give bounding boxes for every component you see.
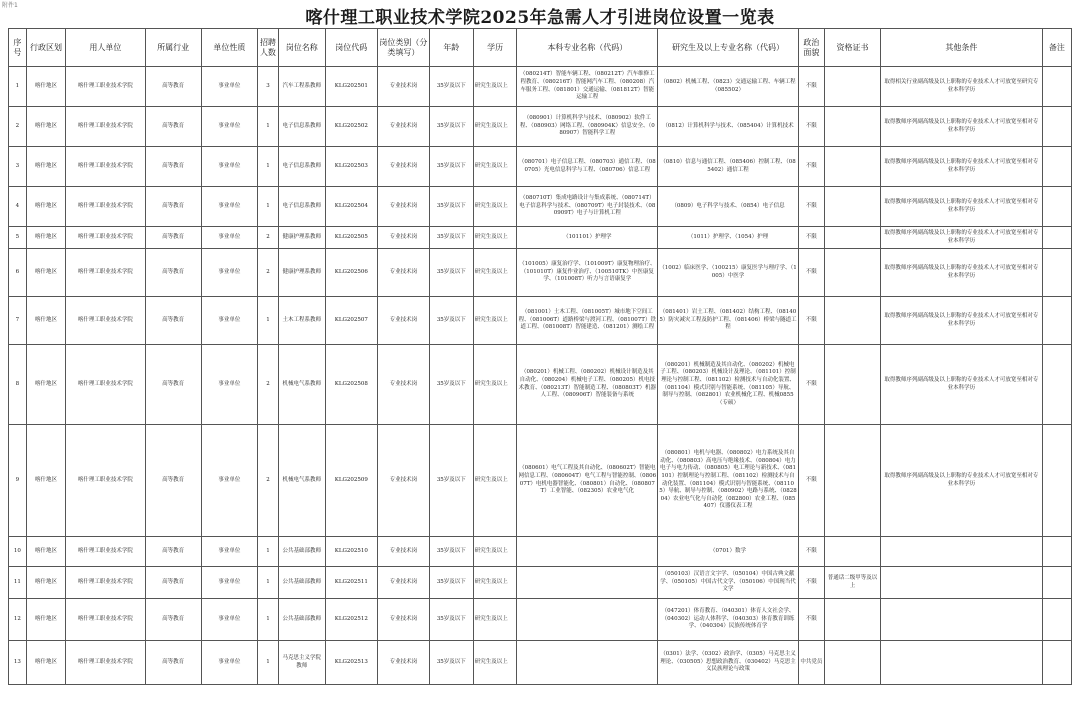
- cell-certificate: 普通话二级甲等及以上: [824, 567, 880, 599]
- cell-nature: 事业单位: [201, 567, 257, 599]
- cell-note: [1042, 107, 1071, 147]
- cell-code: KLG202506: [325, 249, 377, 297]
- table-row: [9, 567, 1072, 599]
- cell-bachelor-majors: （081001）土木工程、（081005T）城市地下空间工程、（081006T）道路桥梁与渡河工程、（081007T）铁道工程、（081008T）智能建造、（081201）测绘工程: [517, 297, 658, 345]
- cell-bachelor-majors: [517, 537, 658, 567]
- cell-certificate: [824, 599, 880, 641]
- table-row: [9, 249, 1072, 297]
- cell-bachelor-majors: [517, 599, 658, 641]
- cell-edu: 研究生及以上: [473, 537, 517, 567]
- cell-master-majors: （047201）体育教育、（040301）体育人文社会学、（040302）运动人体科学、（040303）体育教育训练学、（040304）民族传统体育学: [658, 599, 799, 641]
- cell-region: 喀什地区: [26, 227, 66, 249]
- cell-post: 公共基础部教师: [278, 537, 325, 567]
- cell-edu: 研究生及以上: [473, 425, 517, 537]
- cell-count: 2: [258, 227, 279, 249]
- cell-category: 专业技术岗: [377, 227, 429, 249]
- cell-political: 不限: [798, 147, 824, 187]
- cell-master-majors: （1002）临床医学、（100215）康复医学与理疗学、（1005）中医学: [658, 249, 799, 297]
- cell-count: 2: [258, 345, 279, 425]
- cell-age: 35岁及以下: [429, 567, 473, 599]
- col-header: 单位性质: [201, 29, 257, 67]
- cell-note: [1042, 599, 1071, 641]
- cell-edu: 研究生及以上: [473, 297, 517, 345]
- cell-industry: 高等教育: [145, 147, 201, 187]
- cell-code: KLG202509: [325, 425, 377, 537]
- cell-note: [1042, 297, 1071, 345]
- cell-age: 35岁及以下: [429, 227, 473, 249]
- cell-category: 专业技术岗: [377, 537, 429, 567]
- cell-code: KLG202507: [325, 297, 377, 345]
- cell-count: 1: [258, 567, 279, 599]
- cell-certificate: [824, 107, 880, 147]
- cell-code: KLG202504: [325, 187, 377, 227]
- cell-region: 喀什地区: [26, 249, 66, 297]
- cell-political: 不限: [798, 425, 824, 537]
- cell-other-conditions: [881, 599, 1043, 641]
- cell-nature: 事业单位: [201, 107, 257, 147]
- cell-nature: 事业单位: [201, 227, 257, 249]
- cell-industry: 高等教育: [145, 227, 201, 249]
- cell-post: 汽车工程系教师: [278, 67, 325, 107]
- cell-unit: 喀什理工职业技术学院: [66, 599, 145, 641]
- cell-count: 1: [258, 297, 279, 345]
- col-header: 其他条件: [881, 29, 1043, 67]
- cell-master-majors: （0809）电子科学与技术、（0854）电子信息: [658, 187, 799, 227]
- cell-code: KLG202512: [325, 599, 377, 641]
- cell-no: 4: [9, 187, 27, 227]
- cell-nature: 事业单位: [201, 537, 257, 567]
- cell-count: 2: [258, 249, 279, 297]
- cell-no: 1: [9, 67, 27, 107]
- cell-certificate: [824, 249, 880, 297]
- cell-unit: 喀什理工职业技术学院: [66, 567, 145, 599]
- cell-unit: 喀什理工职业技术学院: [66, 147, 145, 187]
- cell-bachelor-majors: （080710T）集成电路设计与集成系统、（080714T）电子信息科学与技术、（080709T）电子封装技术、（080909T）电子与计算机工程: [517, 187, 658, 227]
- cell-region: 喀什地区: [26, 297, 66, 345]
- cell-nature: 事业单位: [201, 297, 257, 345]
- cell-certificate: [824, 345, 880, 425]
- cell-industry: 高等教育: [145, 249, 201, 297]
- cell-edu: 研究生及以上: [473, 567, 517, 599]
- cell-age: 35岁及以下: [429, 641, 473, 685]
- cell-note: [1042, 537, 1071, 567]
- cell-bachelor-majors: （080214T）智能车辆工程、（080212T）汽车维修工程教育、（080216T）智能网汽车工程、（080208）汽车服务工程、（081801）交通运输、（081812T）智能运输工程: [517, 67, 658, 107]
- cell-region: 喀什地区: [26, 599, 66, 641]
- cell-master-majors: （080801）电机与电器、（080802）电力系统及其自动化、（080803）高电压与绝缘技术、（080804）电力电子与电力传动、（080805）电工理论与新技术、（081101）控制理论与控制工程、（081102）检测技术与自动化装置、（081104）模式识别与智能系统、（081105）导航、制导与控制、（080902）电路与系统、（082804）农业电气化与自动化（082800）农业工程、（085407）仪器仪表工程: [658, 425, 799, 537]
- cell-count: 1: [258, 641, 279, 685]
- table-row: [9, 345, 1072, 425]
- cell-no: 12: [9, 599, 27, 641]
- cell-category: 专业技术岗: [377, 599, 429, 641]
- cell-count: 1: [258, 187, 279, 227]
- cell-region: 喀什地区: [26, 567, 66, 599]
- cell-political: 不限: [798, 187, 824, 227]
- positions-table: [8, 28, 1072, 685]
- cell-count: 1: [258, 147, 279, 187]
- col-header: 用人单位: [66, 29, 145, 67]
- cell-post: 健康护理系教师: [278, 249, 325, 297]
- cell-code: KLG202503: [325, 147, 377, 187]
- table-row: [9, 297, 1072, 345]
- cell-political: 不限: [798, 345, 824, 425]
- cell-bachelor-majors: （101005）康复治疗学、（101009T）康复物理治疗、（101010T）康复作业治疗、（100510TK）中医康复学、（101008T）听力与言语康复学: [517, 249, 658, 297]
- cell-certificate: [824, 297, 880, 345]
- cell-code: KLG202505: [325, 227, 377, 249]
- table-row: [9, 425, 1072, 537]
- cell-other-conditions: [881, 567, 1043, 599]
- cell-no: 7: [9, 297, 27, 345]
- cell-count: 1: [258, 537, 279, 567]
- table-row: [9, 227, 1072, 249]
- col-header: 所属行业: [145, 29, 201, 67]
- col-header: 序号: [9, 29, 27, 67]
- cell-industry: 高等教育: [145, 187, 201, 227]
- cell-code: KLG202511: [325, 567, 377, 599]
- cell-post: 公共基础部教师: [278, 599, 325, 641]
- cell-no: 3: [9, 147, 27, 187]
- cell-certificate: [824, 537, 880, 567]
- cell-other-conditions: [881, 537, 1043, 567]
- cell-political: 不限: [798, 67, 824, 107]
- table-row: [9, 107, 1072, 147]
- cell-certificate: [824, 425, 880, 537]
- col-header: 岗位名称: [278, 29, 325, 67]
- cell-age: 35岁及以下: [429, 147, 473, 187]
- cell-no: 8: [9, 345, 27, 425]
- cell-bachelor-majors: （080201）机械工程、（080202）机械设计制造及其自动化、（080204）机械电子工程、（080205）机电技术教育、（080213T）智能制造工程、（080803T）机器人工程、（080906T）智能装备与系统: [517, 345, 658, 425]
- cell-note: [1042, 567, 1071, 599]
- cell-no: 2: [9, 107, 27, 147]
- cell-bachelor-majors: [517, 641, 658, 685]
- col-header: 行政区划: [26, 29, 66, 67]
- cell-political: 中共党员: [798, 641, 824, 685]
- cell-category: 专业技术岗: [377, 107, 429, 147]
- cell-no: 6: [9, 249, 27, 297]
- cell-note: [1042, 67, 1071, 107]
- cell-other-conditions: 取得相关行业副高级及以上职称的专业技术人才可放宽至研究专业本科学历: [881, 67, 1043, 107]
- cell-bachelor-majors: （101101）护理学: [517, 227, 658, 249]
- cell-age: 35岁及以下: [429, 107, 473, 147]
- cell-political: 不限: [798, 297, 824, 345]
- cell-code: KLG202502: [325, 107, 377, 147]
- cell-master-majors: （050103）汉语言文字学、（050104）中国古典文献学、（050105）中国古代文学、（050106）中国现当代文学: [658, 567, 799, 599]
- cell-unit: 喀什理工职业技术学院: [66, 67, 145, 107]
- cell-edu: 研究生及以上: [473, 147, 517, 187]
- cell-category: 专业技术岗: [377, 147, 429, 187]
- col-header: 政治面貌: [798, 29, 824, 67]
- cell-other-conditions: 取得教师序列副高级及以上职称的专业技术人才可放宽至相对专业本科学历: [881, 425, 1043, 537]
- cell-post: 机械电气系教师: [278, 425, 325, 537]
- cell-region: 喀什地区: [26, 641, 66, 685]
- cell-bachelor-majors: （080701）电子信息工程、（080703）通信工程、（080705）光电信息科学与工程、（080706）信息工程: [517, 147, 658, 187]
- cell-edu: 研究生及以上: [473, 67, 517, 107]
- cell-count: 3: [258, 67, 279, 107]
- col-header: 岗位代码: [325, 29, 377, 67]
- cell-master-majors: （0810）信息与通信工程、（085406）控制工程、（085402）通信工程: [658, 147, 799, 187]
- cell-nature: 事业单位: [201, 67, 257, 107]
- cell-edu: 研究生及以上: [473, 345, 517, 425]
- cell-bachelor-majors: （080601）电气工程及其自动化、（080602T）智能电网信息工程、（080604T）电气工程与智能控制、（080607T）电机电器智能化、（080801）自动化、（080807T）工业智能、（082305）农业电气化: [517, 425, 658, 537]
- cell-nature: 事业单位: [201, 147, 257, 187]
- cell-code: KLG202508: [325, 345, 377, 425]
- cell-unit: 喀什理工职业技术学院: [66, 345, 145, 425]
- cell-nature: 事业单位: [201, 425, 257, 537]
- col-header: 学历: [473, 29, 517, 67]
- cell-age: 35岁及以下: [429, 345, 473, 425]
- table-row: [9, 641, 1072, 685]
- cell-unit: 喀什理工职业技术学院: [66, 641, 145, 685]
- cell-other-conditions: 取得教师序列副高级及以上职称的专业技术人才可放宽至相对专业本科学历: [881, 147, 1043, 187]
- cell-age: 35岁及以下: [429, 599, 473, 641]
- cell-post: 土木工程系教师: [278, 297, 325, 345]
- cell-count: 2: [258, 425, 279, 537]
- col-header: 研究生及以上专业名称（代码）: [658, 29, 799, 67]
- cell-edu: 研究生及以上: [473, 249, 517, 297]
- cell-political: 不限: [798, 249, 824, 297]
- table-row: [9, 537, 1072, 567]
- cell-certificate: [824, 147, 880, 187]
- col-header: 岗位类别（分类填写）: [377, 29, 429, 67]
- cell-category: 专业技术岗: [377, 345, 429, 425]
- cell-category: 专业技术岗: [377, 641, 429, 685]
- cell-other-conditions: 取得教师序列副高级及以上职称的专业技术人才可放宽至相对专业本科学历: [881, 249, 1043, 297]
- cell-unit: 喀什理工职业技术学院: [66, 537, 145, 567]
- cell-unit: 喀什理工职业技术学院: [66, 249, 145, 297]
- cell-category: 专业技术岗: [377, 67, 429, 107]
- cell-bachelor-majors: [517, 567, 658, 599]
- cell-no: 11: [9, 567, 27, 599]
- cell-region: 喀什地区: [26, 345, 66, 425]
- cell-master-majors: （0301）法学、（0302）政治学、（0305）马克思主义理论、（030505）思想政治教育、（030402）马克思主义民族理论与政策: [658, 641, 799, 685]
- col-header: 资格证书: [824, 29, 880, 67]
- cell-note: [1042, 425, 1071, 537]
- cell-bachelor-majors: （080901）计算机科学与技术、（080902）软件工程、（080903）网络工程、（080904K）信息安全、（080907）智能科学工程: [517, 107, 658, 147]
- col-header: 年龄: [429, 29, 473, 67]
- cell-industry: 高等教育: [145, 641, 201, 685]
- cell-note: [1042, 345, 1071, 425]
- cell-unit: 喀什理工职业技术学院: [66, 107, 145, 147]
- cell-region: 喀什地区: [26, 67, 66, 107]
- cell-edu: 研究生及以上: [473, 227, 517, 249]
- cell-unit: 喀什理工职业技术学院: [66, 227, 145, 249]
- table-row: [9, 67, 1072, 107]
- cell-edu: 研究生及以上: [473, 641, 517, 685]
- cell-unit: 喀什理工职业技术学院: [66, 187, 145, 227]
- cell-no: 13: [9, 641, 27, 685]
- cell-political: 不限: [798, 227, 824, 249]
- cell-nature: 事业单位: [201, 641, 257, 685]
- cell-nature: 事业单位: [201, 187, 257, 227]
- cell-category: 专业技术岗: [377, 297, 429, 345]
- table-header-row: [9, 29, 1072, 67]
- cell-count: 1: [258, 599, 279, 641]
- cell-nature: 事业单位: [201, 345, 257, 425]
- cell-code: KLG202513: [325, 641, 377, 685]
- cell-age: 35岁及以下: [429, 67, 473, 107]
- cell-certificate: [824, 227, 880, 249]
- cell-political: 不限: [798, 107, 824, 147]
- cell-other-conditions: 取得教师序列副高级及以上职称的专业技术人才可放宽至相对专业本科学历: [881, 297, 1043, 345]
- cell-region: 喀什地区: [26, 537, 66, 567]
- cell-note: [1042, 249, 1071, 297]
- table-row: [9, 147, 1072, 187]
- cell-code: KLG202510: [325, 537, 377, 567]
- cell-master-majors: （0701）数学: [658, 537, 799, 567]
- cell-master-majors: （081401）岩土工程、（081402）结构工程、（081405）防灾减灾工程及防护工程、（081406）桥梁与隧道工程: [658, 297, 799, 345]
- cell-master-majors: （0812）计算机科学与技术、（085404）计算机技术: [658, 107, 799, 147]
- cell-category: 专业技术岗: [377, 187, 429, 227]
- cell-post: 公共基础部教师: [278, 567, 325, 599]
- cell-no: 9: [9, 425, 27, 537]
- cell-no: 5: [9, 227, 27, 249]
- cell-age: 35岁及以下: [429, 537, 473, 567]
- cell-master-majors: （1011）护理学、（1054）护理: [658, 227, 799, 249]
- cell-post: 健康护理系教师: [278, 227, 325, 249]
- cell-industry: 高等教育: [145, 345, 201, 425]
- cell-post: 电子信息系教师: [278, 187, 325, 227]
- page-title: 喀什理工职业技术学院2025年急需人才引进岗位设置一览表: [305, 8, 775, 28]
- cell-other-conditions: 取得教师序列副高级及以上职称的专业技术人才可放宽至相对专业本科学历: [881, 187, 1043, 227]
- cell-age: 35岁及以下: [429, 297, 473, 345]
- cell-certificate: [824, 67, 880, 107]
- cell-age: 35岁及以下: [429, 249, 473, 297]
- cell-certificate: [824, 641, 880, 685]
- cell-code: KLG202501: [325, 67, 377, 107]
- cell-edu: 研究生及以上: [473, 107, 517, 147]
- cell-region: 喀什地区: [26, 147, 66, 187]
- cell-age: 35岁及以下: [429, 187, 473, 227]
- cell-political: 不限: [798, 599, 824, 641]
- attachment-label: 附件1: [2, 2, 18, 9]
- cell-category: 专业技术岗: [377, 567, 429, 599]
- cell-post: 马克思主义学院教师: [278, 641, 325, 685]
- table-body: [9, 67, 1072, 685]
- cell-master-majors: （080201）机械制造及其自动化、（080202）机械电子工程、（080203）机械设计及理论、（081101）控制理论与控制工程、（081102）检测技术与自动化装置、（081104）模式识别与智能系统、（081105）导航、制导与控制、（082801）农业机械化工程、机械0855（专硕）: [658, 345, 799, 425]
- cell-industry: 高等教育: [145, 537, 201, 567]
- cell-political: 不限: [798, 567, 824, 599]
- cell-note: [1042, 187, 1071, 227]
- cell-note: [1042, 641, 1071, 685]
- cell-industry: 高等教育: [145, 67, 201, 107]
- cell-category: 专业技术岗: [377, 425, 429, 537]
- cell-post: 电子信息系教师: [278, 107, 325, 147]
- cell-nature: 事业单位: [201, 599, 257, 641]
- cell-unit: 喀什理工职业技术学院: [66, 425, 145, 537]
- cell-industry: 高等教育: [145, 567, 201, 599]
- cell-industry: 高等教育: [145, 107, 201, 147]
- cell-age: 35岁及以下: [429, 425, 473, 537]
- cell-post: 机械电气系教师: [278, 345, 325, 425]
- table-row: [9, 187, 1072, 227]
- col-header: 招聘人数: [258, 29, 279, 67]
- cell-edu: 研究生及以上: [473, 599, 517, 641]
- cell-political: 不限: [798, 537, 824, 567]
- cell-nature: 事业单位: [201, 249, 257, 297]
- cell-master-majors: （0802）机械工程、（0823）交通运输工程、车辆工程（085502）: [658, 67, 799, 107]
- cell-unit: 喀什理工职业技术学院: [66, 297, 145, 345]
- cell-other-conditions: 取得教师序列副高级及以上职称的专业技术人才可放宽至相对专业本科学历: [881, 107, 1043, 147]
- cell-industry: 高等教育: [145, 425, 201, 537]
- cell-count: 1: [258, 107, 279, 147]
- cell-other-conditions: 取得教师序列副高级及以上职称的专业技术人才可放宽至相对专业本科学历: [881, 345, 1043, 425]
- cell-region: 喀什地区: [26, 425, 66, 537]
- cell-region: 喀什地区: [26, 187, 66, 227]
- cell-region: 喀什地区: [26, 107, 66, 147]
- cell-other-conditions: [881, 641, 1043, 685]
- cell-note: [1042, 147, 1071, 187]
- cell-category: 专业技术岗: [377, 249, 429, 297]
- cell-certificate: [824, 187, 880, 227]
- col-header: 备注: [1042, 29, 1071, 67]
- table-row: [9, 599, 1072, 641]
- cell-no: 10: [9, 537, 27, 567]
- cell-industry: 高等教育: [145, 297, 201, 345]
- col-header: 本科专业名称（代码）: [517, 29, 658, 67]
- cell-post: 电子信息系教师: [278, 147, 325, 187]
- cell-edu: 研究生及以上: [473, 187, 517, 227]
- cell-other-conditions: 取得教师序列副高级及以上职称的专业技术人才可放宽至相对专业本科学历: [881, 227, 1043, 249]
- cell-industry: 高等教育: [145, 599, 201, 641]
- cell-note: [1042, 227, 1071, 249]
